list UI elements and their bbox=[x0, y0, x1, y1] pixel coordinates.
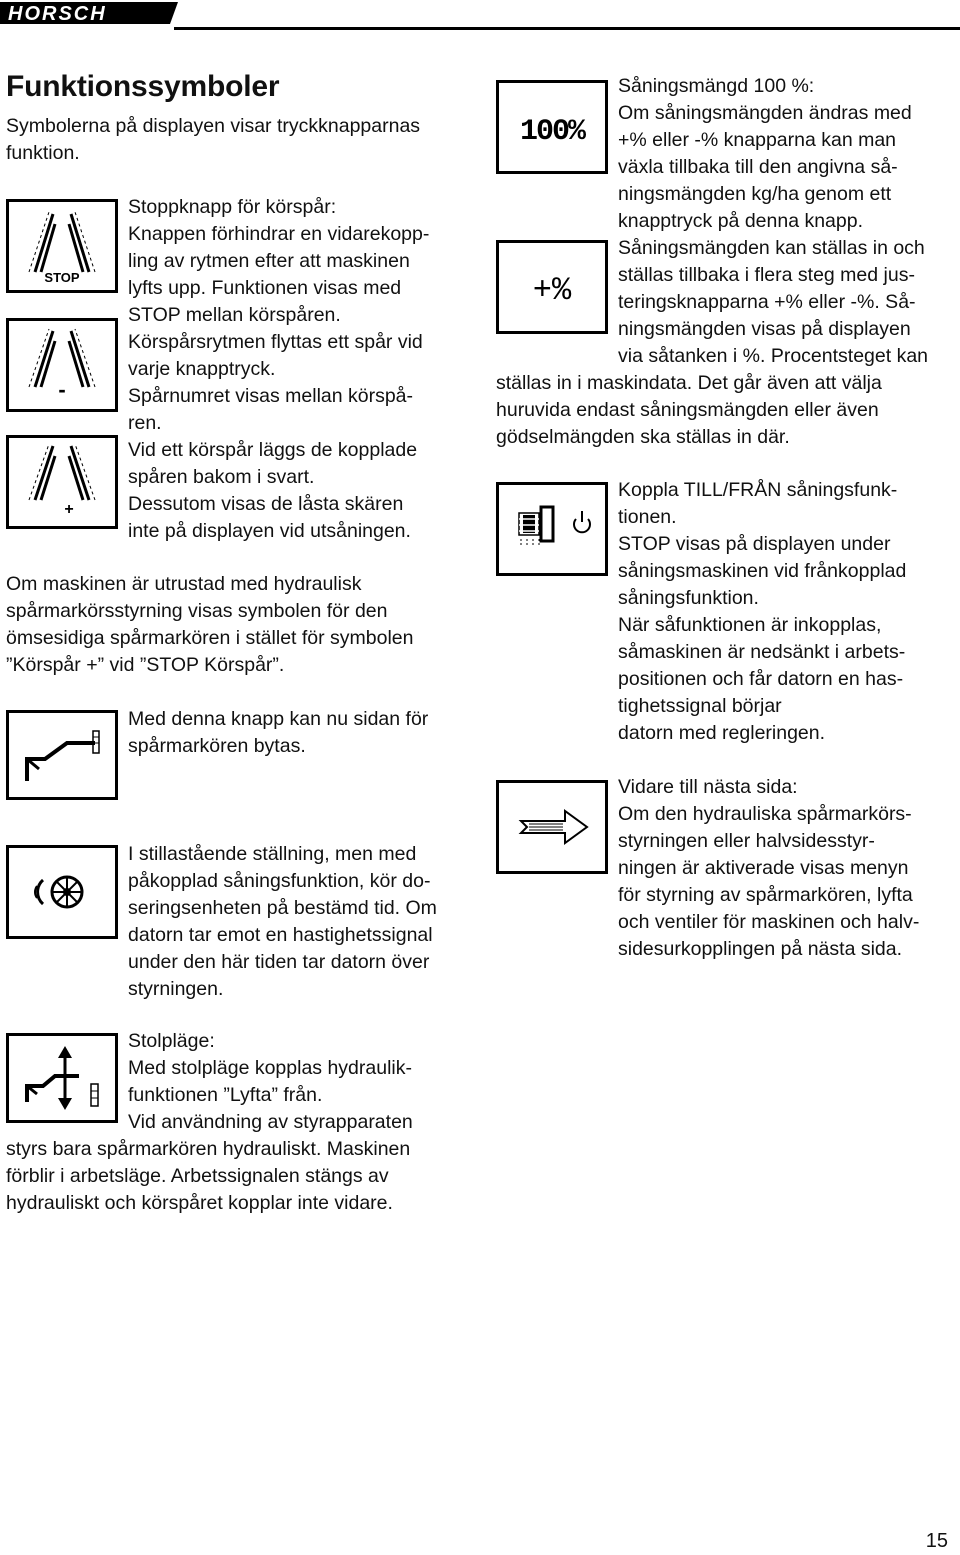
seed-rate-text-bottom: ställas in i maskindata. Det går även att välja huruvida endast såningsmängden eller även gödselmängden ska ställas in där. bbox=[496, 372, 882, 448]
next-page-text: Vidare till nästa sida: Om den hydrauliska spårmarkörs- styrningen eller halvsidesstyr- ningen är aktiverade visas menyn för styrning av spårmarkören, lyfta och ventiler för maskinen och halv- sidesurkopplingen på nästa sida. bbox=[618, 776, 920, 960]
next-page-arrow-icon bbox=[496, 780, 608, 874]
horsch-logo bbox=[0, 0, 960, 30]
stop-tramline-text: Stoppknapp för körspår: Knappen förhindrar en vidarekopp- ling av rytmen efter att maskinen lyfts upp. Funktionen visas med STOP mellan körspåren. Körspårsrytmen flyttas ett spår vid varje knapptryck. Spårnumret visas mellan körspå- ren. Vid ett körspår läggs de kopplade spåren bakom i svart. Dessutom visas de låsta skären inte på displayen vid utsåningen. bbox=[128, 196, 430, 542]
tramline-plus-icon bbox=[6, 435, 118, 529]
metering-rotor-icon bbox=[6, 845, 118, 939]
rate-100-percent-icon bbox=[496, 80, 608, 174]
seeding-power-text: Koppla TILL/FRÅN såningsfunk- tionen. STOP visas på displayen under såningsmaskinen vid frånkopplad såningsfunktion. När såfunktionen är inkopplas, såmaskinen är nedsänkt i arbets- positionen och får datorn en has- tighetssignal börjar datorn med regleringen. bbox=[618, 479, 907, 744]
svg-text:STOP: STOP bbox=[44, 270, 80, 285]
svg-text:-: - bbox=[58, 377, 66, 402]
track-marker-icon bbox=[6, 710, 118, 800]
post-mode-text-top: Stolpläge: Med stolpläge kopplas hydraulik- funktionen ”Lyfta” från. Vid användning av styrapparaten bbox=[128, 1030, 413, 1133]
page-title: Funktionssymboler bbox=[6, 70, 280, 103]
svg-text:+%: +% bbox=[532, 272, 572, 309]
svg-text:®: ® bbox=[162, 2, 169, 12]
marker-switch-text: Med denna knapp kan nu sidan för spårmarkören bytas. bbox=[128, 708, 429, 757]
hydraulic-marker-paragraph: Om maskinen är utrustad med hydraulisk spårmarkörsstyrning visas symbolen för den ömsesidiga spårmarkören i stället för symbolen ”Körspår +” vid ”STOP Körspår”. bbox=[6, 573, 414, 676]
stop-tramline-icon bbox=[6, 199, 118, 293]
intro-text: Symbolerna på displayen visar tryckknapparnas funktion. bbox=[6, 115, 421, 164]
tramline-minus-icon bbox=[6, 318, 118, 412]
brand-text: HORSCH bbox=[8, 3, 107, 25]
header-logo-bar bbox=[0, 0, 960, 30]
page-number: 15 bbox=[925, 1530, 948, 1552]
post-mode-text-bottom: styrs bara spårmarkören hydrauliskt. Maskinen förblir i arbetsläge. Arbetssignalen stängs av hydrauliskt och körspåret kopplar inte vidare. bbox=[6, 1138, 411, 1214]
svg-text:100%: 100% bbox=[519, 115, 585, 149]
seeding-power-icon bbox=[496, 482, 608, 576]
svg-text:+: + bbox=[64, 501, 74, 518]
plus-percent-icon bbox=[496, 240, 608, 334]
post-mode-icon bbox=[6, 1033, 118, 1123]
calibration-text: I stillastående ställning, men med påkopplad såningsfunktion, kör do- seringsenheten på bestämd tid. Om datorn tar emot en hastighetssignal under den här tiden tar datorn över styrningen. bbox=[128, 843, 437, 1000]
seed-rate-text-top: Såningsmängd 100 %: Om såningsmängden ändras med +% eller -% knapparna kan man växla tillbaka till den angivna så- ningsmängden kg/ha genom ett knapptryck på denna knapp. Såningsmängden kan ställas in och ställas tillbaka i flera steg med jus- teringsknapparna +% eller -%. Så- ningsmängden visas på displayen via såtanken i %. Procentsteget kan bbox=[618, 75, 929, 367]
